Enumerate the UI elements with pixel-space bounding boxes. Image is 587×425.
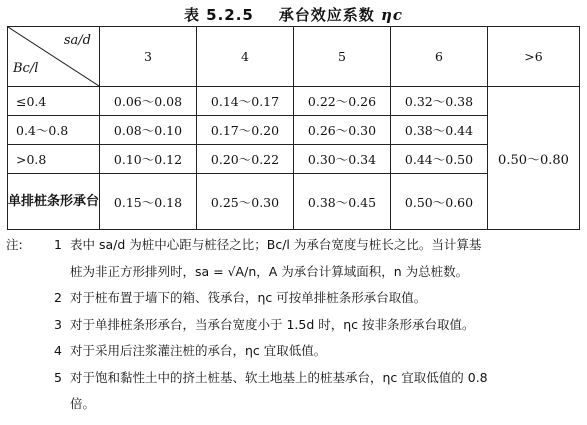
merged-cell: 0.50～0.80 — [488, 87, 580, 230]
header-row — [8, 27, 580, 87]
coefficient-symbol: ηc — [381, 6, 404, 24]
column-axis-label: sa/d — [63, 33, 91, 48]
note-text: 对于单排桩条形承台，当承台宽度小于 1.5d 时，ηc 按非条形承台取值。 — [70, 316, 475, 332]
coefficient-table — [7, 26, 580, 230]
table-cell: 0.38～0.44 — [391, 116, 488, 145]
note-text: 倍。 — [70, 396, 96, 411]
table-cell: 0.38～0.45 — [294, 174, 391, 230]
row-label: >0.8 — [8, 145, 100, 174]
row-axis-label: Bc/l — [13, 61, 39, 76]
table-cell: 0.10～0.12 — [100, 145, 197, 174]
table-cell: 0.50～0.60 — [391, 174, 488, 230]
column-header: 6 — [391, 27, 488, 87]
table-cell: 0.08～0.10 — [100, 116, 197, 145]
note-text: 对于采用后注浆灌注桩的承台，ηc 宜取低值。 — [70, 343, 327, 358]
column-header: >6 — [488, 27, 580, 87]
column-header: 5 — [294, 27, 391, 87]
note-continuation — [6, 395, 584, 413]
note-text: 对于饱和黏性土中的挤土桩基、软土地基上的桩基承台，ηc 宜取低值的 0.8 — [70, 369, 488, 385]
table-cell: 0.25～0.30 — [197, 174, 294, 230]
table-number: 表 5.2.5 — [183, 6, 254, 24]
table-cell: 0.14～0.17 — [197, 87, 294, 116]
table-cell: 0.17～0.20 — [197, 116, 294, 145]
corner-cell — [8, 27, 100, 87]
note-number: 4 — [54, 343, 62, 358]
row-label: 单排桩条形承台 — [8, 174, 100, 230]
note-text: 表中 sa/d 为桩中心距与桩径之比；Bc/l 为承台宽度与桩长之比。当计算基 — [70, 237, 482, 252]
column-header: 4 — [197, 27, 294, 87]
note-continuation — [6, 263, 584, 281]
note-item — [6, 369, 584, 387]
note-item — [6, 289, 584, 307]
note-text: 对于桩布置于墙下的箱、筏承台，ηc 可按单排桩条形承台取值。 — [70, 290, 427, 305]
table-cell: 0.26～0.30 — [294, 116, 391, 145]
table-row — [8, 87, 580, 116]
note-number: 1 — [54, 237, 62, 252]
table-cell: 0.06～0.08 — [100, 87, 197, 116]
table-cell: 0.22～0.26 — [294, 87, 391, 116]
table-cell: 0.30～0.34 — [294, 145, 391, 174]
notes-section — [6, 236, 584, 422]
note-number: 5 — [54, 369, 62, 385]
note-text: 桩为非正方形排列时，sa = √A/n，A 为承台计算域面积，n 为总桩数。 — [70, 263, 469, 279]
note-item — [6, 316, 584, 334]
notes-lead: 注: — [6, 237, 23, 252]
table-cell: 0.15～0.18 — [100, 174, 197, 230]
note-item — [6, 236, 584, 254]
row-label: 0.4～0.8 — [8, 116, 100, 145]
note-number: 2 — [54, 290, 62, 305]
table-caption: 承台效应系数 — [278, 6, 375, 24]
row-label: ≤0.4 — [8, 87, 100, 116]
table-title — [0, 4, 587, 25]
note-item — [6, 342, 584, 360]
table-cell: 0.44～0.50 — [391, 145, 488, 174]
note-number: 3 — [54, 316, 62, 332]
table-cell: 0.32～0.38 — [391, 87, 488, 116]
column-header: 3 — [100, 27, 197, 87]
table-cell: 0.20～0.22 — [197, 145, 294, 174]
